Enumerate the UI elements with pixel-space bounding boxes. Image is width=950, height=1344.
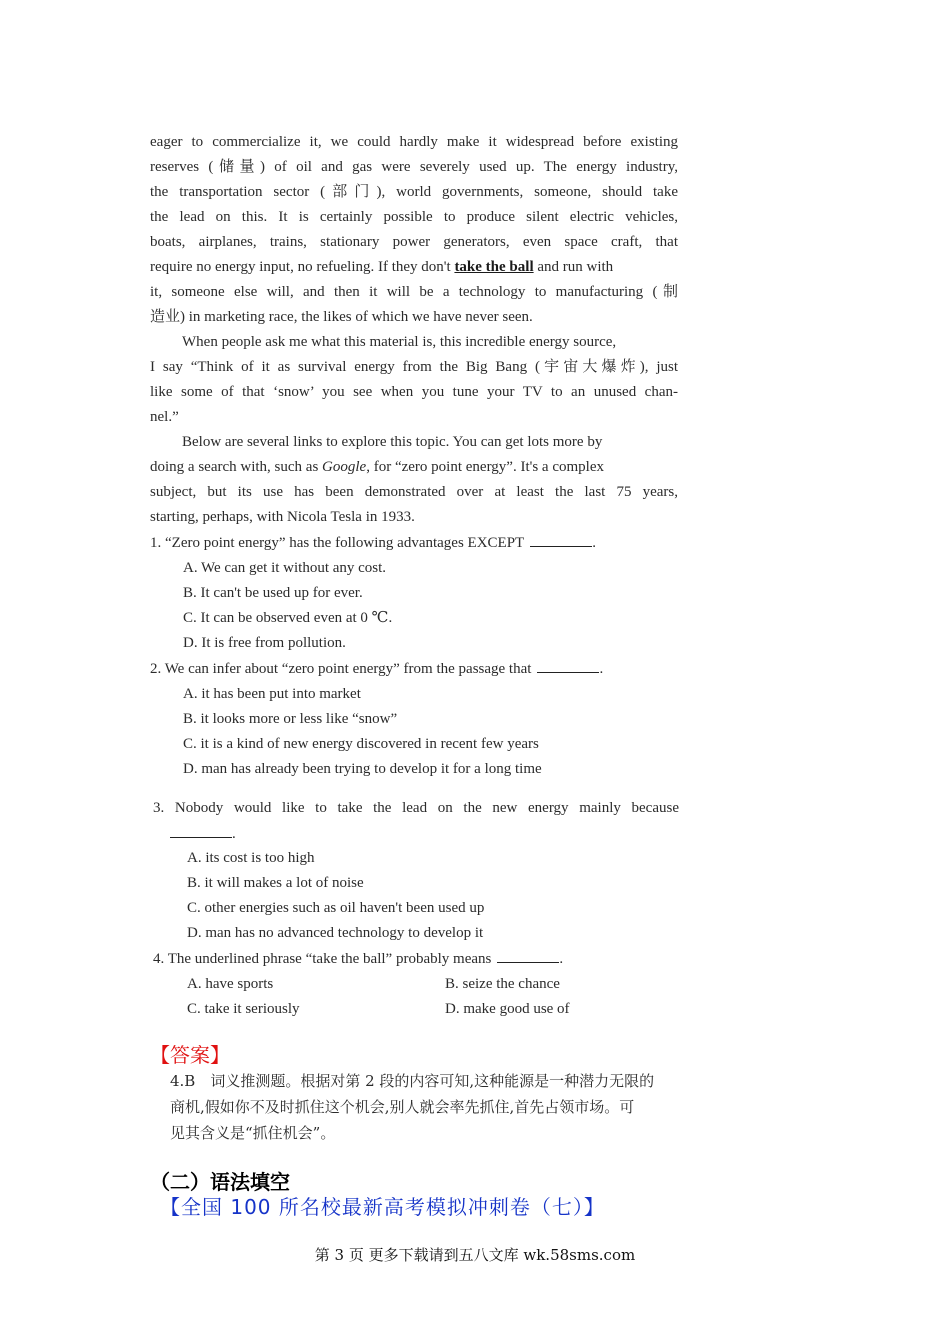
question-stem: 4. The underlined phrase “take the ball” probably means . — [153, 947, 681, 972]
question-option: A. its cost is too high — [187, 850, 315, 866]
passage-line: reserves (储量) of oil and gas were severely used up. The energy industry, — [150, 159, 678, 175]
passage-line — [150, 455, 678, 480]
passage-line: Below are several links to explore this topic. You can get lots more by — [182, 434, 603, 450]
question-option: B. seize the chance — [445, 976, 560, 992]
answer-blank — [497, 948, 559, 963]
page-footer: 第 3 页 更多下载请到五八文库 wk.58sms.com — [314, 1246, 636, 1264]
question-option: B. it looks more or less like “snow” — [183, 711, 398, 727]
italic-term: Google — [322, 459, 367, 475]
answer-blank-line: . — [170, 822, 698, 847]
passage-text: require no energy input, no refueling. If they don't — [150, 259, 455, 275]
question-option: D. make good use of — [445, 1001, 570, 1017]
passage-line: nel.” — [150, 409, 179, 425]
passage-text: and run with — [533, 259, 614, 275]
passage-line — [150, 255, 678, 280]
question-option: C. It can be observed even at 0 ℃. — [183, 610, 393, 626]
question-option: A. have sports — [187, 976, 274, 992]
underlined-phrase: take the ball — [454, 259, 534, 275]
passage-line: starting, perhaps, with Nicola Tesla in 1933. — [150, 509, 415, 525]
question-stem: 1. “Zero point energy” has the following advantages EXCEPT . — [150, 531, 678, 556]
question-text: 4. The underlined phrase “take the ball” probably means — [153, 951, 492, 967]
question-option: D. It is free from pollution. — [183, 635, 346, 651]
question-option: A. it has been put into market — [183, 686, 361, 702]
section-title: （二）语法填空 — [150, 1170, 290, 1194]
question-option: D. man has already been trying to develop it for a long time — [183, 761, 542, 777]
question-stem: 3. Nobody would like to take the lead on the new energy mainly because — [153, 800, 679, 816]
answer-blank — [170, 823, 232, 838]
passage-line: subject, but its use has been demonstrated over at least the last 75 years, — [150, 484, 678, 500]
question-stem: 2. We can infer about “zero point energy” from the passage that . — [150, 657, 678, 682]
question-option: B. It can't be used up for ever. — [183, 585, 363, 601]
passage-line: When people ask me what this material is, this incredible energy source, — [182, 334, 617, 350]
question-option: C. take it seriously — [187, 1001, 300, 1017]
passage-line: like some of that ‘snow’ you see when you tune your TV to an unused chan- — [150, 384, 678, 400]
answer-line: 商机,假如你不及时抓住这个机会,别人就会率先抓住,首先占领市场。可 — [170, 1098, 635, 1116]
passage-text: , for “zero point energy”. It's a complex — [366, 459, 604, 475]
question-text: 2. We can infer about “zero point energy” from the passage that — [150, 661, 532, 677]
passage-line: the transportation sector (部门), world governments, someone, should take — [150, 184, 678, 200]
passage-text: doing a search with, such as — [150, 459, 323, 475]
question-option: C. it is a kind of new energy discovered in recent few years — [183, 736, 539, 752]
passage-line: I say “Think of it as survival energy from the Big Bang (宇宙大爆炸), just — [150, 359, 678, 375]
passage-line: the lead on this. It is certainly possible to produce silent electric vehicles, — [150, 209, 678, 225]
answer-blank — [537, 658, 599, 673]
answer-blank — [530, 532, 592, 547]
section-subtitle: 【全国 100 所名校最新高考模拟冲刺卷（七）】 — [160, 1195, 605, 1219]
question-option: B. it will makes a lot of noise — [187, 875, 364, 891]
answer-line: 见其含义是“抓住机会”。 — [170, 1124, 336, 1142]
question-text: 1. “Zero point energy” has the following advantages EXCEPT — [150, 535, 525, 551]
question-option: C. other energies such as oil haven't been used up — [187, 900, 485, 916]
answer-heading: 【答案】 — [150, 1043, 230, 1067]
passage-line: boats, airplanes, trains, stationary power generators, even space craft, that — [150, 234, 678, 250]
passage-line: it, someone else will, and then it will be a technology to manufacturing (制 — [150, 284, 678, 300]
question-option: A. We can get it without any cost. — [183, 560, 387, 576]
question-option: D. man has no advanced technology to develop it — [187, 925, 484, 941]
passage-line: 造业) in marketing race, the likes of which we have never seen. — [150, 309, 533, 325]
passage-line: eager to commercialize it, we could hardly make it widespread before existing — [150, 134, 678, 150]
answer-line: 4.B 词义推测题。根据对第 2 段的内容可知,这种能源是一种潜力无限的 — [170, 1072, 655, 1090]
